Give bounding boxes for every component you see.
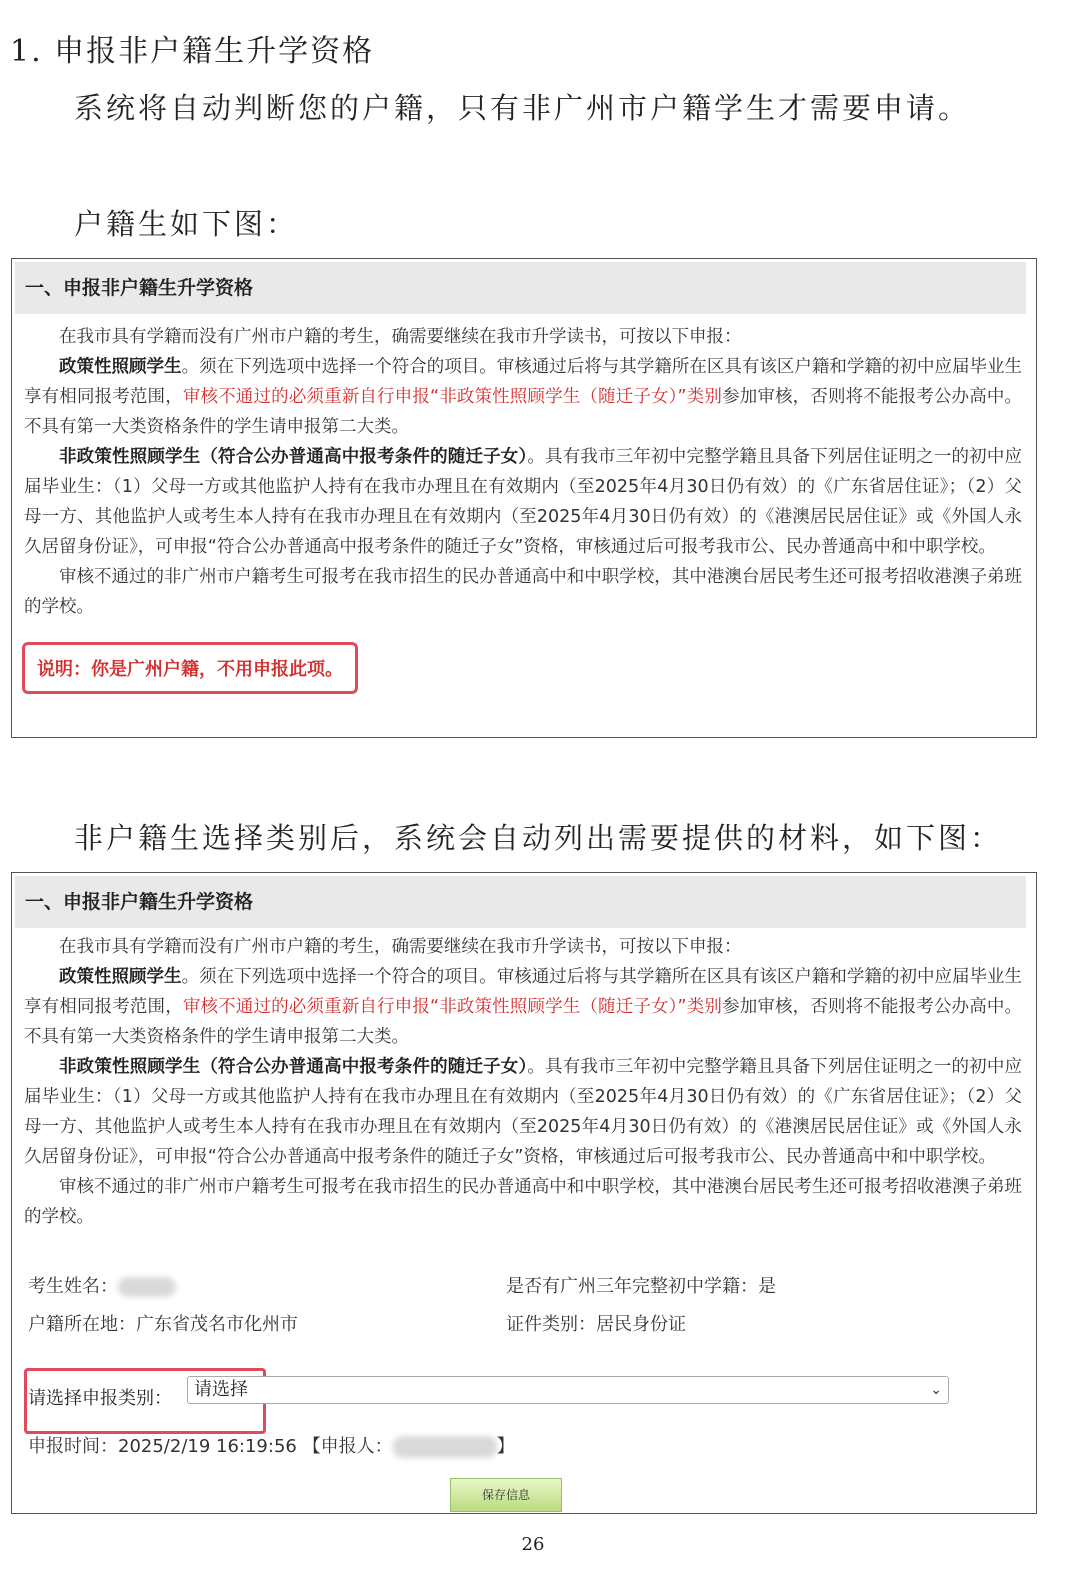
panel-intro: 在我市具有学籍而没有广州市户籍的考生，确需要继续在我市升学读书，可按以下申报：: [59, 327, 742, 347]
category-select-label: 请选择申报类别：: [28, 1388, 172, 1409]
redacted-reporter: [393, 1436, 497, 1458]
id-type: 证件类别：居民身份证: [506, 1314, 686, 1335]
intro-text: 系统将自动判断您的户籍，只有非广州市户籍学生才需要申请。: [74, 91, 971, 125]
save-button[interactable]: 保存信息: [450, 1478, 562, 1512]
category-select[interactable]: 请选择 ⌄: [187, 1376, 949, 1404]
local-hukou-note: 说明：你是广州户籍，不用申报此项。: [22, 642, 358, 694]
screenshot-nonlocal-student: [11, 872, 1037, 1514]
screenshot-local-student: [11, 258, 1037, 738]
caption-local: 户籍生如下图：: [74, 207, 299, 241]
section-heading: 1. 申报非户籍生升学资格: [10, 34, 375, 69]
report-time: 申报时间：2025/2/19 16:19:56 【申报人： 】: [28, 1436, 515, 1457]
policy-paragraph: 政策性照顾学生。须在下列选项中选择一个符合的项目。审核通过后将与其学籍所在区具有该区户籍和学籍的初中应届毕业生享有相同报考范围，审核不通过的必须重新自行申报“非政策性照顾学生（随迁子女）”类别参加审核，否则将不能报考公办高中。不具有第一大类资格条件的学生请申报第二大类。: [24, 357, 1023, 437]
policy-paragraph: 政策性照顾学生。须在下列选项中选择一个符合的项目。审核通过后将与其学籍所在区具有该区户籍和学籍的初中应届毕业生享有相同报考范围，审核不通过的必须重新自行申报“非政策性照顾学生（随迁子女）”类别参加审核，否则将不能报考公办高中。不具有第一大类资格条件的学生请申报第二大类。: [24, 967, 1023, 1047]
page-number: 26: [521, 1534, 545, 1555]
panel-title: 一、申报非户籍生升学资格: [15, 876, 1026, 928]
student-name: 考生姓名：: [28, 1272, 176, 1298]
hukou-location: 户籍所在地：广东省茂名市化州市: [28, 1314, 298, 1335]
non-policy-paragraph: 非政策性照顾学生（符合公办普通高中报考条件的随迁子女）。具有我市三年初中完整学籍且具备下列居住证明之一的初中应届毕业生：（1）父母一方或其他监护人持有在我市办理且在有效期内（至2025年4月30日仍有效）的《广东省居住证》；（2）父母一方、其他监护人或考生本人持有在我市办理且在有效期内（至2025年4月30日仍有效）的《港澳居民居住证》或《外国人永久居留身份证》，可申报“符合公办普通高中报考条件的随迁子女”资格，审核通过后可报考我市公、民办普通高中和中职学校。: [24, 1057, 1022, 1167]
non-policy-paragraph: 非政策性照顾学生（符合公办普通高中报考条件的随迁子女）。具有我市三年初中完整学籍且具备下列居住证明之一的初中应届毕业生：（1）父母一方或其他监护人持有在我市办理且在有效期内（至2025年4月30日仍有效）的《广东省居住证》；（2）父母一方、其他监护人或考生本人持有在我市办理且在有效期内（至2025年4月30日仍有效）的《港澳居民居住证》或《外国人永久居留身份证》，可申报“符合公办普通高中报考条件的随迁子女”资格，审核通过后可报考我市公、民办普通高中和中职学校。: [24, 447, 1022, 557]
panel-title: 一、申报非户籍生升学资格: [15, 262, 1026, 314]
application-form: [12, 1260, 1036, 1520]
panel-intro: 在我市具有学籍而没有广州市户籍的考生，确需要继续在我市升学读书，可按以下申报：: [59, 937, 742, 957]
redacted-name: [118, 1277, 176, 1297]
chevron-down-icon: ⌄: [930, 1382, 942, 1398]
school-record: 是否有广州三年完整初中学籍：是: [506, 1276, 776, 1297]
rejection-paragraph: 审核不通过的非广州市户籍考生可报考在我市招生的民办普通高中和中职学校，其中港澳台居民考生还可报考招收港澳子弟班的学校。: [24, 567, 1022, 617]
caption-nonlocal: 非户籍生选择类别后，系统会自动列出需要提供的材料，如下图：: [74, 821, 1003, 855]
rejection-paragraph: 审核不通过的非广州市户籍考生可报考在我市招生的民办普通高中和中职学校，其中港澳台居民考生还可报考招收港澳子弟班的学校。: [24, 1177, 1022, 1227]
